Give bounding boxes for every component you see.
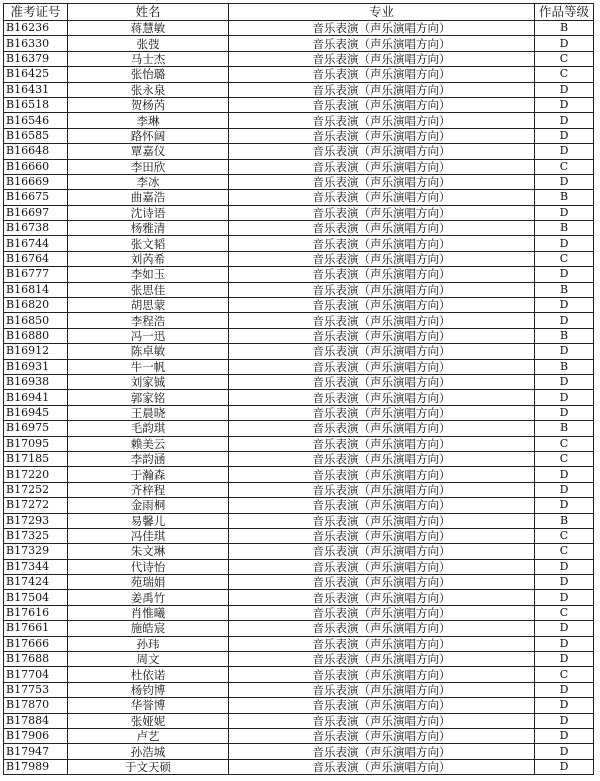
table-row <box>4 236 594 251</box>
cell-major: 音乐表演（声乐演唱方向） <box>229 359 535 374</box>
cell-grade: C <box>535 436 594 451</box>
cell-major: 音乐表演（声乐演唱方向） <box>229 590 535 605</box>
cell-grade: B <box>535 282 594 297</box>
cell-exam-number: B16697 <box>4 205 68 220</box>
table-row <box>4 374 594 389</box>
cell-name: 卢艺 <box>68 728 229 743</box>
cell-exam-number: B16820 <box>4 298 68 313</box>
cell-major: 音乐表演（声乐演唱方向） <box>229 267 535 282</box>
cell-name: 张娅妮 <box>68 713 229 728</box>
cell-exam-number: B16912 <box>4 344 68 359</box>
cell-major: 音乐表演（声乐演唱方向） <box>229 159 535 174</box>
cell-grade: D <box>535 682 594 697</box>
cell-grade: D <box>535 482 594 497</box>
cell-name: 齐梓程 <box>68 482 229 497</box>
cell-name: 马士杰 <box>68 51 229 66</box>
cell-name: 胡思蒙 <box>68 298 229 313</box>
cell-name: 朱文琳 <box>68 544 229 559</box>
cell-name: 郭家铭 <box>68 390 229 405</box>
cell-exam-number: B16379 <box>4 51 68 66</box>
cell-exam-number: B16236 <box>4 21 68 36</box>
cell-major: 音乐表演（声乐演唱方向） <box>229 251 535 266</box>
cell-grade: D <box>535 374 594 389</box>
cell-major: 音乐表演（声乐演唱方向） <box>229 174 535 189</box>
cell-major: 音乐表演（声乐演唱方向） <box>229 436 535 451</box>
cell-exam-number: B16425 <box>4 67 68 82</box>
cell-grade: C <box>535 67 594 82</box>
cell-name: 李田欣 <box>68 159 229 174</box>
table-row <box>4 759 594 774</box>
cell-name: 张思佳 <box>68 282 229 297</box>
cell-name: 杨雅清 <box>68 221 229 236</box>
cell-exam-number: B17753 <box>4 682 68 697</box>
cell-exam-number: B17272 <box>4 498 68 513</box>
cell-major: 音乐表演（声乐演唱方向） <box>229 467 535 482</box>
cell-name: 肖惟曦 <box>68 605 229 620</box>
cell-name: 张怡璐 <box>68 67 229 82</box>
table-row <box>4 590 594 605</box>
cell-name: 沈诗语 <box>68 205 229 220</box>
cell-grade: C <box>535 159 594 174</box>
cell-grade: D <box>535 498 594 513</box>
cell-grade: D <box>535 205 594 220</box>
table-row <box>4 36 594 51</box>
table-row <box>4 267 594 282</box>
cell-exam-number: B17688 <box>4 652 68 667</box>
cell-major: 音乐表演（声乐演唱方向） <box>229 82 535 97</box>
cell-name: 李琳 <box>68 113 229 128</box>
cell-major: 音乐表演（声乐演唱方向） <box>229 67 535 82</box>
cell-major: 音乐表演（声乐演唱方向） <box>229 744 535 759</box>
cell-major: 音乐表演（声乐演唱方向） <box>229 575 535 590</box>
cell-grade: D <box>535 298 594 313</box>
cell-exam-number: B16660 <box>4 159 68 174</box>
cell-grade: C <box>535 251 594 266</box>
table-row <box>4 159 594 174</box>
cell-name: 冯一迅 <box>68 328 229 343</box>
cell-exam-number: B17616 <box>4 605 68 620</box>
table-row <box>4 67 594 82</box>
cell-name: 杜依诺 <box>68 667 229 682</box>
cell-name: 冯佳琪 <box>68 528 229 543</box>
cell-exam-number: B16738 <box>4 221 68 236</box>
cell-grade: D <box>535 621 594 636</box>
cell-grade: D <box>535 236 594 251</box>
cell-exam-number: B17704 <box>4 667 68 682</box>
cell-exam-number: B16330 <box>4 36 68 51</box>
cell-exam-number: B17325 <box>4 528 68 543</box>
cell-grade: D <box>535 36 594 51</box>
cell-grade: D <box>535 97 594 112</box>
cell-major: 音乐表演（声乐演唱方向） <box>229 559 535 574</box>
cell-grade: B <box>535 221 594 236</box>
cell-grade: D <box>535 467 594 482</box>
cell-exam-number: B17220 <box>4 467 68 482</box>
cell-major: 音乐表演（声乐演唱方向） <box>229 113 535 128</box>
cell-major: 音乐表演（声乐演唱方向） <box>229 128 535 143</box>
cell-major: 音乐表演（声乐演唱方向） <box>229 144 535 159</box>
cell-name: 李程浩 <box>68 313 229 328</box>
cell-exam-number: B16675 <box>4 190 68 205</box>
cell-major: 音乐表演（声乐演唱方向） <box>229 282 535 297</box>
cell-major: 音乐表演（声乐演唱方向） <box>229 605 535 620</box>
table-row <box>4 528 594 543</box>
table-row <box>4 498 594 513</box>
table-row <box>4 282 594 297</box>
table-row <box>4 513 594 528</box>
cell-name: 刘家铖 <box>68 374 229 389</box>
cell-exam-number: B17661 <box>4 621 68 636</box>
table-row <box>4 97 594 112</box>
cell-grade: B <box>535 328 594 343</box>
cell-grade: D <box>535 713 594 728</box>
cell-major: 音乐表演（声乐演唱方向） <box>229 621 535 636</box>
cell-major: 音乐表演（声乐演唱方向） <box>229 236 535 251</box>
table-row <box>4 174 594 189</box>
cell-exam-number: B16850 <box>4 313 68 328</box>
cell-grade: B <box>535 359 594 374</box>
table-row <box>4 205 594 220</box>
cell-exam-number: B16880 <box>4 328 68 343</box>
table-header <box>4 4 594 21</box>
cell-grade: B <box>535 21 594 36</box>
header-row <box>4 4 594 21</box>
cell-name: 施皓宸 <box>68 621 229 636</box>
cell-major: 音乐表演（声乐演唱方向） <box>229 344 535 359</box>
cell-major: 音乐表演（声乐演唱方向） <box>229 636 535 651</box>
cell-name: 苑瑞娟 <box>68 575 229 590</box>
cell-major: 音乐表演（声乐演唱方向） <box>229 498 535 513</box>
table-row <box>4 559 594 574</box>
table-row <box>4 328 594 343</box>
cell-major: 音乐表演（声乐演唱方向） <box>229 190 535 205</box>
cell-major: 音乐表演（声乐演唱方向） <box>229 328 535 343</box>
table-row <box>4 728 594 743</box>
cell-major: 音乐表演（声乐演唱方向） <box>229 682 535 697</box>
cell-major: 音乐表演（声乐演唱方向） <box>229 221 535 236</box>
cell-name: 张文韬 <box>68 236 229 251</box>
cell-grade: C <box>535 667 594 682</box>
cell-name: 赖美云 <box>68 436 229 451</box>
cell-exam-number: B16941 <box>4 390 68 405</box>
cell-exam-number: B16431 <box>4 82 68 97</box>
table-row <box>4 682 594 697</box>
cell-name: 华誉博 <box>68 698 229 713</box>
table-row <box>4 21 594 36</box>
cell-exam-number: B17185 <box>4 451 68 466</box>
cell-grade: D <box>535 267 594 282</box>
header-name: 姓名 <box>68 4 229 21</box>
cell-name: 孙浩城 <box>68 744 229 759</box>
cell-exam-number: B16938 <box>4 374 68 389</box>
cell-exam-number: B16744 <box>4 236 68 251</box>
cell-name: 姜禹竹 <box>68 590 229 605</box>
cell-grade: C <box>535 605 594 620</box>
cell-grade: D <box>535 128 594 143</box>
cell-name: 蒋慧敏 <box>68 21 229 36</box>
table-row <box>4 113 594 128</box>
cell-exam-number: B16975 <box>4 421 68 436</box>
cell-exam-number: B16648 <box>4 144 68 159</box>
cell-major: 音乐表演（声乐演唱方向） <box>229 482 535 497</box>
cell-exam-number: B16931 <box>4 359 68 374</box>
cell-major: 音乐表演（声乐演唱方向） <box>229 544 535 559</box>
cell-exam-number: B17884 <box>4 713 68 728</box>
table-row <box>4 51 594 66</box>
cell-major: 音乐表演（声乐演唱方向） <box>229 405 535 420</box>
cell-grade: C <box>535 451 594 466</box>
cell-major: 音乐表演（声乐演唱方向） <box>229 759 535 774</box>
cell-grade: D <box>535 728 594 743</box>
table-row <box>4 344 594 359</box>
cell-exam-number: B16669 <box>4 174 68 189</box>
cell-name: 于瀚森 <box>68 467 229 482</box>
cell-major: 音乐表演（声乐演唱方向） <box>229 374 535 389</box>
table-row <box>4 298 594 313</box>
table-row <box>4 144 594 159</box>
cell-major: 音乐表演（声乐演唱方向） <box>229 513 535 528</box>
cell-name: 金雨桐 <box>68 498 229 513</box>
table-row <box>4 405 594 420</box>
results-sheet <box>3 3 593 775</box>
table-row <box>4 128 594 143</box>
table-body <box>4 21 594 775</box>
cell-major: 音乐表演（声乐演唱方向） <box>229 528 535 543</box>
table-row <box>4 667 594 682</box>
cell-name: 张永泉 <box>68 82 229 97</box>
cell-exam-number: B17252 <box>4 482 68 497</box>
cell-name: 贺杨芮 <box>68 97 229 112</box>
cell-name: 路怀阔 <box>68 128 229 143</box>
table-row <box>4 82 594 97</box>
cell-name: 周文 <box>68 652 229 667</box>
cell-name: 曲嘉浩 <box>68 190 229 205</box>
cell-grade: B <box>535 421 594 436</box>
cell-grade: D <box>535 636 594 651</box>
cell-grade: D <box>535 405 594 420</box>
cell-exam-number: B16546 <box>4 113 68 128</box>
cell-name: 于文天硕 <box>68 759 229 774</box>
cell-grade: D <box>535 590 594 605</box>
table-row <box>4 636 594 651</box>
cell-name: 陈卓敏 <box>68 344 229 359</box>
cell-major: 音乐表演（声乐演唱方向） <box>229 298 535 313</box>
cell-name: 李韵涵 <box>68 451 229 466</box>
table-row <box>4 467 594 482</box>
cell-major: 音乐表演（声乐演唱方向） <box>229 21 535 36</box>
cell-name: 王晨晓 <box>68 405 229 420</box>
cell-name: 张弢 <box>68 36 229 51</box>
cell-grade: D <box>535 744 594 759</box>
cell-grade: B <box>535 513 594 528</box>
cell-exam-number: B17666 <box>4 636 68 651</box>
results-table <box>3 3 594 775</box>
cell-name: 易馨儿 <box>68 513 229 528</box>
cell-exam-number: B16777 <box>4 267 68 282</box>
cell-grade: B <box>535 190 594 205</box>
cell-grade: D <box>535 575 594 590</box>
cell-grade: D <box>535 652 594 667</box>
table-row <box>4 605 594 620</box>
header-exam-number: 准考证号 <box>4 4 68 21</box>
table-row <box>4 713 594 728</box>
table-row <box>4 744 594 759</box>
cell-grade: D <box>535 144 594 159</box>
cell-name: 孙玮 <box>68 636 229 651</box>
cell-exam-number: B17344 <box>4 559 68 574</box>
table-row <box>4 390 594 405</box>
cell-name: 李冰 <box>68 174 229 189</box>
cell-exam-number: B17504 <box>4 590 68 605</box>
table-row <box>4 359 594 374</box>
cell-major: 音乐表演（声乐演唱方向） <box>229 390 535 405</box>
cell-major: 音乐表演（声乐演唱方向） <box>229 205 535 220</box>
cell-grade: C <box>535 51 594 66</box>
cell-major: 音乐表演（声乐演唱方向） <box>229 728 535 743</box>
cell-major: 音乐表演（声乐演唱方向） <box>229 36 535 51</box>
cell-exam-number: B17329 <box>4 544 68 559</box>
cell-name: 杨钧博 <box>68 682 229 697</box>
cell-major: 音乐表演（声乐演唱方向） <box>229 698 535 713</box>
cell-exam-number: B16814 <box>4 282 68 297</box>
cell-exam-number: B17095 <box>4 436 68 451</box>
cell-major: 音乐表演（声乐演唱方向） <box>229 713 535 728</box>
table-row <box>4 436 594 451</box>
cell-grade: D <box>535 698 594 713</box>
cell-grade: D <box>535 559 594 574</box>
cell-exam-number: B17870 <box>4 698 68 713</box>
cell-exam-number: B17424 <box>4 575 68 590</box>
cell-major: 音乐表演（声乐演唱方向） <box>229 421 535 436</box>
cell-exam-number: B17947 <box>4 744 68 759</box>
cell-exam-number: B16585 <box>4 128 68 143</box>
table-row <box>4 698 594 713</box>
table-row <box>4 652 594 667</box>
table-row <box>4 544 594 559</box>
table-row <box>4 190 594 205</box>
header-major: 专业 <box>229 4 535 21</box>
cell-grade: D <box>535 113 594 128</box>
cell-exam-number: B17906 <box>4 728 68 743</box>
cell-major: 音乐表演（声乐演唱方向） <box>229 652 535 667</box>
cell-name: 代诗怡 <box>68 559 229 574</box>
cell-major: 音乐表演（声乐演唱方向） <box>229 97 535 112</box>
table-row <box>4 421 594 436</box>
cell-grade: D <box>535 390 594 405</box>
cell-grade: D <box>535 174 594 189</box>
table-row <box>4 251 594 266</box>
cell-name: 牛一帆 <box>68 359 229 374</box>
table-row <box>4 221 594 236</box>
cell-exam-number: B16945 <box>4 405 68 420</box>
cell-exam-number: B16764 <box>4 251 68 266</box>
header-grade: 作品等级 <box>535 4 594 21</box>
cell-exam-number: B16518 <box>4 97 68 112</box>
cell-grade: C <box>535 544 594 559</box>
cell-major: 音乐表演（声乐演唱方向） <box>229 451 535 466</box>
cell-name: 刘芮希 <box>68 251 229 266</box>
table-row <box>4 482 594 497</box>
cell-exam-number: B17293 <box>4 513 68 528</box>
cell-name: 李如玉 <box>68 267 229 282</box>
cell-major: 音乐表演（声乐演唱方向） <box>229 667 535 682</box>
table-row <box>4 575 594 590</box>
cell-grade: D <box>535 313 594 328</box>
table-row <box>4 621 594 636</box>
cell-major: 音乐表演（声乐演唱方向） <box>229 313 535 328</box>
cell-grade: D <box>535 344 594 359</box>
cell-exam-number: B17989 <box>4 759 68 774</box>
table-row <box>4 313 594 328</box>
cell-name: 毛韵琪 <box>68 421 229 436</box>
cell-grade: D <box>535 759 594 774</box>
cell-major: 音乐表演（声乐演唱方向） <box>229 51 535 66</box>
cell-grade: D <box>535 82 594 97</box>
cell-grade: C <box>535 528 594 543</box>
cell-name: 覃嘉仪 <box>68 144 229 159</box>
table-row <box>4 451 594 466</box>
